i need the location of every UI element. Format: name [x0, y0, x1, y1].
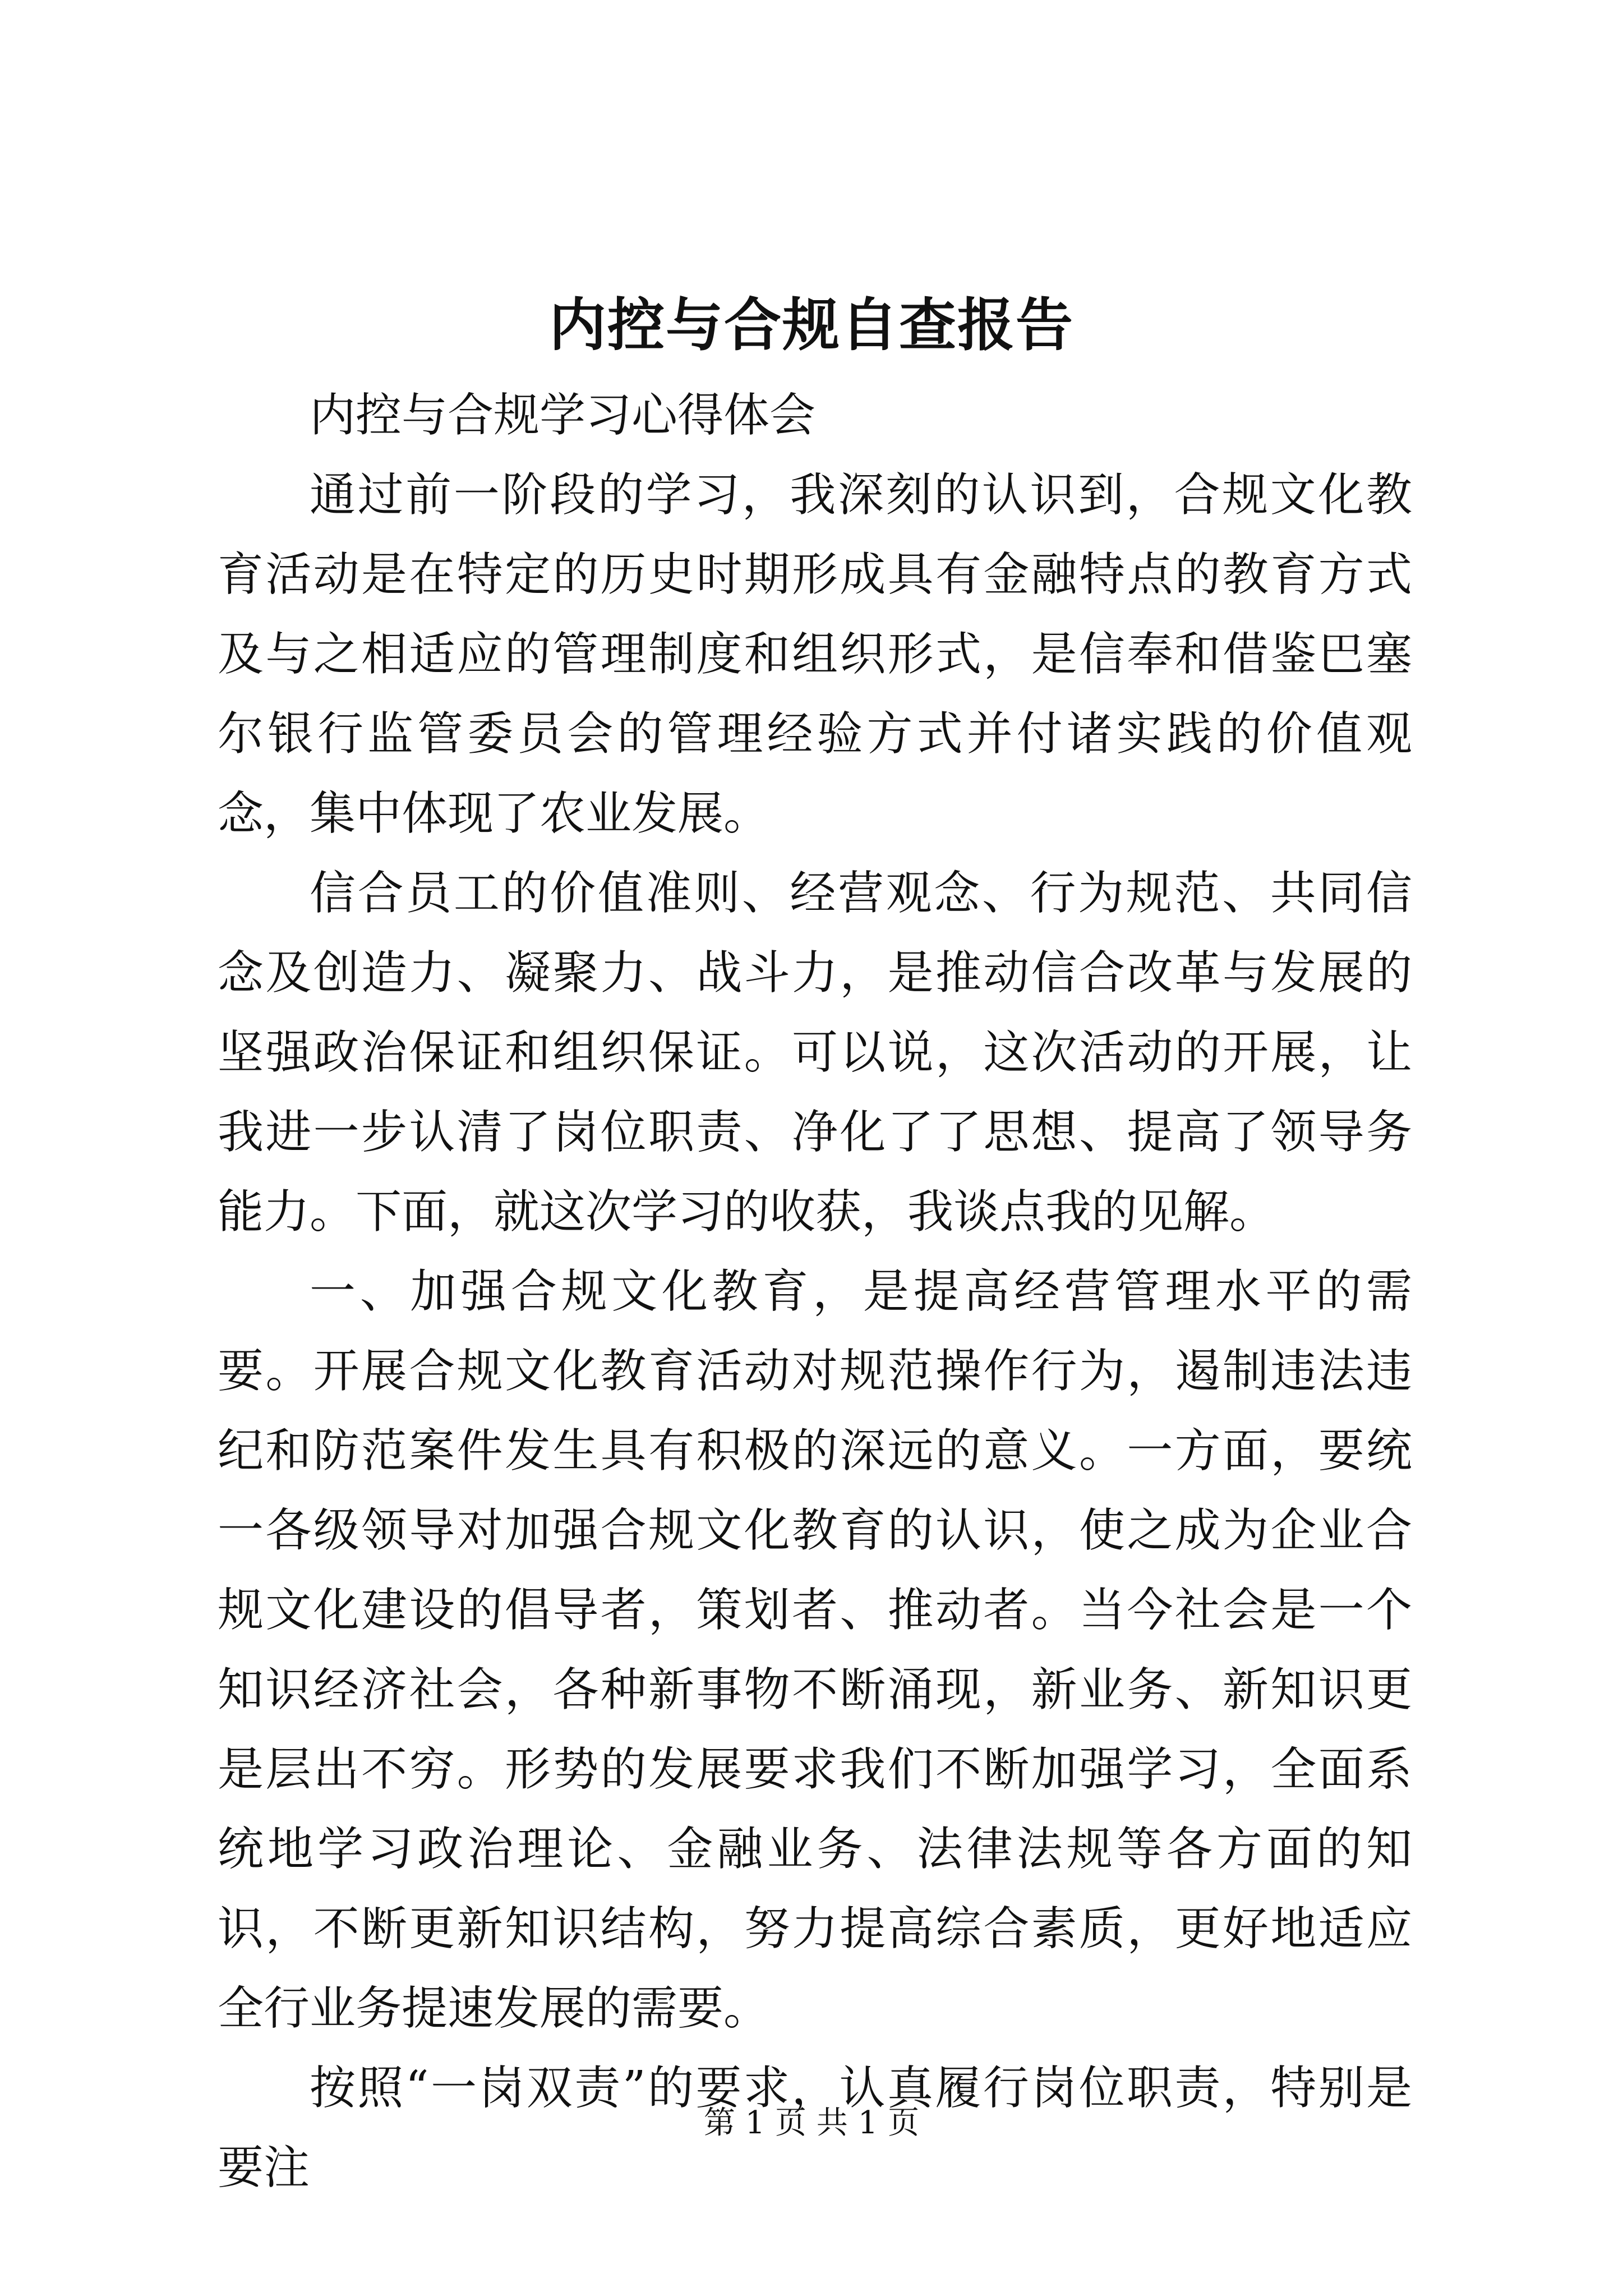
body-paragraph-1: 通过前一阶段的学习，我深刻的认识到，合规文化教育活动是在特定的历史时期形成具有金融特点的教育方式及与之相适应的管理制度和组织形式，是信奉和借鉴巴塞尔银行监管委员会的管理经验方式并付诸实践的价值观念，集中体现了农业发展。 — [218, 468, 1412, 840]
body-paragraph-2: 信合员工的价值准则、经营观念、行为规范、共同信念及创造力、凝聚力、战斗力，是推动信合改革与发展的坚强政治保证和组织保证。可以说，这次活动的开展，让我进一步认清了岗位职责、净化了了思想、提高了领导务能力。下面，就这次学习的收获，我谈点我的见解。 — [218, 867, 1412, 1239]
document-title: 内控与合规自查报告 — [549, 292, 1074, 359]
page-footer: 第 1 页 共 1 页 — [703, 2105, 920, 2141]
body-paragraph-4: 按照“一岗双责”的要求，认真履行岗位职责，特别是要注 — [218, 2062, 1412, 2194]
body-paragraph-3: 一、加强合规文化教育，是提高经营管理水平的需要。开展合规文化教育活动对规范操作行为，遏制违法违纪和防范案件发生具有积极的深远的意义。一方面，要统一各级领导对加强合规文化教育的认识，使之成为企业合规文化建设的倡导者，策划者、推动者。当今社会是一个知识经济社会，各种新事物不断涌现，新业务、新知识更是层出不穷。形势的发展要求我们不断加强学习，全面系统地学习政治理论、金融业务、法律法规等各方面的知识，不断更新知识结构，努力提高综合素质，更好地适应全行业务提速发展的需要。 — [218, 1265, 1412, 2035]
subtitle-paragraph: 内控与合规学习心得体会 — [310, 389, 816, 442]
document-body — [218, 376, 1412, 2208]
